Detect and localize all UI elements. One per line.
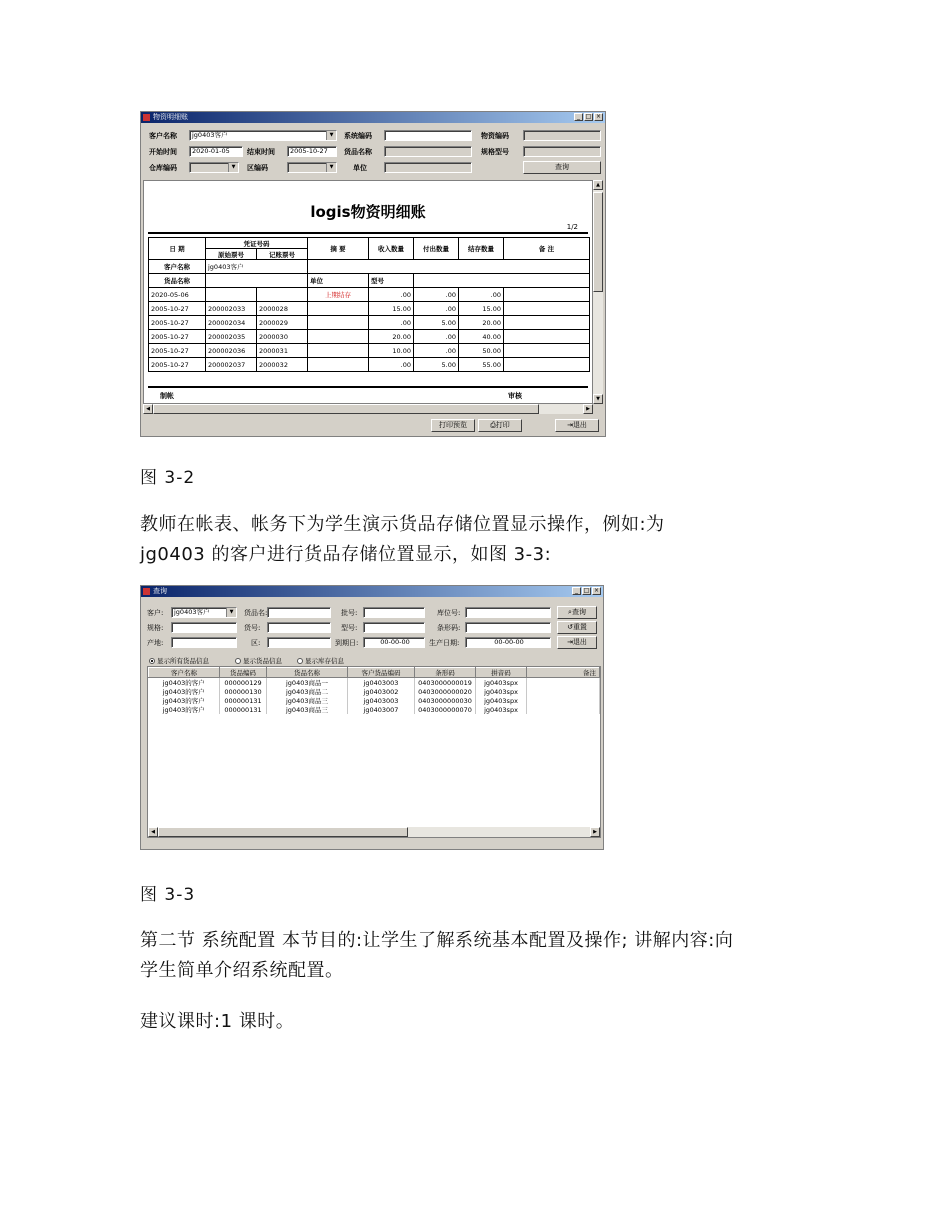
cell: 000000131 bbox=[220, 696, 267, 705]
printer-icon: ⎙ bbox=[490, 421, 496, 429]
cell: 0403000000030 bbox=[415, 696, 476, 705]
cell-summary bbox=[308, 302, 369, 316]
table-row bbox=[149, 316, 590, 330]
cell: jg0403003 bbox=[348, 696, 415, 705]
goods-name-label: 货品名: bbox=[244, 609, 268, 617]
table-row[interactable] bbox=[149, 678, 600, 688]
exit-icon: ⇥ bbox=[567, 421, 573, 429]
origin-label: 产地: bbox=[147, 639, 164, 647]
cell-in: .00 bbox=[369, 288, 414, 302]
cell-date: 2005-10-27 bbox=[149, 358, 206, 372]
cell-out: 5.00 bbox=[414, 316, 459, 330]
cell-origin bbox=[206, 288, 257, 302]
chevron-down-icon[interactable]: ▼ bbox=[226, 608, 236, 617]
cell-balance: 50.00 bbox=[459, 344, 504, 358]
scroll-left-icon[interactable]: ◀ bbox=[143, 404, 153, 414]
cell: jg0403商品一 bbox=[267, 678, 348, 688]
cell: jg0403003 bbox=[348, 678, 415, 688]
cell-origin: 200002034 bbox=[206, 316, 257, 330]
ledger-table bbox=[148, 237, 590, 372]
cell: jg0403spx bbox=[476, 687, 527, 696]
cell-account bbox=[257, 288, 308, 302]
spec-model-input[interactable] bbox=[523, 146, 601, 157]
col-in-qty: 收入数量 bbox=[369, 238, 414, 260]
cell-remark bbox=[504, 358, 590, 372]
cell: jg0403spx bbox=[476, 705, 527, 714]
hscroll-thumb[interactable] bbox=[153, 404, 539, 414]
cell-date: 2005-10-27 bbox=[149, 344, 206, 358]
result-table bbox=[148, 667, 600, 714]
cell-out: 5.00 bbox=[414, 358, 459, 372]
cell-summary bbox=[308, 344, 369, 358]
paragraph-1-line-2: jg0403 的客户进行货品存储位置显示，如图 3-3: bbox=[140, 544, 552, 565]
col-origin-no: 原始票号 bbox=[206, 249, 257, 260]
report-area bbox=[143, 180, 593, 404]
close-button[interactable]: × bbox=[593, 587, 600, 594]
cell-balance: 40.00 bbox=[459, 330, 504, 344]
cell-in: .00 bbox=[369, 316, 414, 330]
reset-label: 重置 bbox=[572, 623, 587, 631]
exit-label: 退出 bbox=[572, 421, 587, 429]
goods-name-label: 货品名称 bbox=[344, 148, 372, 156]
cell-origin: 200002035 bbox=[206, 330, 257, 344]
system-code-input[interactable] bbox=[384, 130, 472, 141]
print-preview-button[interactable] bbox=[431, 419, 475, 432]
col-summary: 摘 要 bbox=[308, 238, 369, 260]
report-title: logis物资明细账 bbox=[310, 203, 426, 221]
chevron-down-icon[interactable]: ▼ bbox=[228, 163, 238, 172]
chevron-down-icon[interactable]: ▼ bbox=[326, 131, 336, 140]
cell: 000000131 bbox=[220, 705, 267, 714]
goods-name-input[interactable] bbox=[384, 146, 472, 157]
auditor-label: 审核 bbox=[508, 392, 522, 400]
table-header bbox=[149, 668, 600, 678]
cell-summary: 上期结存 bbox=[308, 288, 369, 302]
title-rule bbox=[148, 232, 588, 234]
unit-label: 单位 bbox=[353, 164, 367, 172]
goods-no-label: 货号: bbox=[244, 624, 261, 632]
prod-date-input[interactable]: 00-00-00 bbox=[465, 637, 551, 648]
cell-in: .00 bbox=[369, 358, 414, 372]
customer-select[interactable] bbox=[171, 607, 237, 618]
expire-input[interactable]: 00-00-00 bbox=[363, 637, 425, 648]
search-icon: ⌕ bbox=[568, 608, 572, 616]
cell-balance: 20.00 bbox=[459, 316, 504, 330]
customer-row-value: jg0403客户 bbox=[206, 260, 308, 274]
unit-input[interactable] bbox=[384, 162, 472, 173]
col-stock-qty: 结存数量 bbox=[459, 238, 504, 260]
cell: 000000130 bbox=[220, 687, 267, 696]
cell-date: 2005-10-27 bbox=[149, 330, 206, 344]
cell-out: .00 bbox=[414, 302, 459, 316]
area-code-select[interactable] bbox=[287, 162, 337, 173]
print-preview-label: 打印预览 bbox=[439, 421, 467, 429]
cell-balance: 55.00 bbox=[459, 358, 504, 372]
table-row[interactable] bbox=[149, 705, 600, 714]
cell: 0403000000019 bbox=[415, 678, 476, 688]
cell-summary bbox=[308, 358, 369, 372]
reset-button[interactable] bbox=[557, 621, 597, 634]
spec-label: 规格: bbox=[147, 624, 164, 632]
table-row bbox=[149, 358, 590, 372]
cell-remark bbox=[504, 302, 590, 316]
area-label: 区: bbox=[251, 639, 261, 647]
cell: 0403000000070 bbox=[415, 705, 476, 714]
col-voucher: 凭证号码 bbox=[206, 238, 308, 249]
barcode-label: 条形码: bbox=[437, 624, 461, 632]
table-row[interactable] bbox=[149, 687, 600, 696]
cell-balance: .00 bbox=[459, 288, 504, 302]
table-row[interactable] bbox=[149, 696, 600, 705]
start-time-label: 开始时间 bbox=[149, 148, 177, 156]
table-row bbox=[149, 288, 590, 302]
prod-date-label: 生产日期: bbox=[429, 639, 460, 647]
reset-icon: ↺ bbox=[567, 623, 573, 631]
cell-origin: 200002033 bbox=[206, 302, 257, 316]
radio-show-stock[interactable] bbox=[297, 656, 344, 665]
model-label: 型号: bbox=[341, 624, 358, 632]
col-customer: 客户名称 bbox=[149, 668, 220, 678]
cell: jg0403spx bbox=[476, 678, 527, 688]
cell bbox=[527, 696, 600, 705]
cell-account: 2000031 bbox=[257, 344, 308, 358]
cell: jg0403的客户 bbox=[149, 687, 220, 696]
cell-account: 2000028 bbox=[257, 302, 308, 316]
cell-out: .00 bbox=[414, 330, 459, 344]
scroll-right-icon[interactable]: ▶ bbox=[590, 827, 600, 837]
cell: jg0403的客户 bbox=[149, 678, 220, 688]
radio-show-goods-label: 显示货品信息 bbox=[243, 657, 282, 665]
expire-label: 到期日: bbox=[335, 639, 359, 647]
horizontal-scrollbar[interactable] bbox=[148, 827, 600, 837]
cell-remark bbox=[504, 344, 590, 358]
col-goods-name: 货品名称 bbox=[267, 668, 348, 678]
caption-3-2: 图 3-2 bbox=[140, 468, 196, 488]
minimize-button[interactable]: _ bbox=[572, 587, 581, 595]
vertical-scrollbar[interactable] bbox=[593, 180, 603, 404]
radio-show-goods[interactable] bbox=[235, 656, 282, 665]
cell-date: 2005-10-27 bbox=[149, 316, 206, 330]
exit-label: 退出 bbox=[572, 638, 587, 646]
customer-label: 客户: bbox=[147, 609, 164, 617]
stock-pos-label: 库位号: bbox=[437, 609, 461, 617]
col-date: 日 期 bbox=[149, 238, 206, 260]
cell-remark bbox=[504, 330, 590, 344]
paragraph-2-line-2: 学生简单介绍系统配置。 bbox=[140, 960, 344, 981]
table-row bbox=[149, 330, 590, 344]
result-grid bbox=[147, 666, 601, 838]
spec-model-label: 规格型号 bbox=[481, 148, 509, 156]
cell-account: 2000030 bbox=[257, 330, 308, 344]
cell-out: .00 bbox=[414, 288, 459, 302]
customer-select[interactable] bbox=[189, 130, 337, 141]
batch-label: 批号: bbox=[341, 609, 358, 617]
origin-input[interactable] bbox=[171, 637, 237, 648]
model-row-label: 型号 bbox=[369, 274, 414, 288]
model-row-value bbox=[414, 274, 590, 288]
col-cust-goods-code: 客户货品编码 bbox=[348, 668, 415, 678]
print-label: 打印 bbox=[495, 421, 510, 429]
model-input[interactable] bbox=[363, 622, 425, 633]
maximize-button[interactable]: □ bbox=[583, 587, 590, 594]
page-indicator: 1/2 bbox=[566, 223, 578, 231]
customer-name-label: 客户名称 bbox=[149, 132, 177, 140]
cell-account: 2000029 bbox=[257, 316, 308, 330]
cell: jg0403商品二 bbox=[267, 687, 348, 696]
figure-3-2-window bbox=[140, 111, 606, 437]
col-barcode: 条形码 bbox=[415, 668, 476, 678]
warehouse-code-label: 仓库编码 bbox=[149, 164, 177, 172]
caption-3-3: 图 3-3 bbox=[140, 885, 196, 905]
cell: jg0403商品三 bbox=[267, 705, 348, 714]
query-button[interactable]: 查询 bbox=[523, 161, 601, 174]
exit-button[interactable] bbox=[555, 419, 599, 432]
area-input[interactable] bbox=[267, 637, 331, 648]
end-time-label: 结束时间 bbox=[247, 148, 275, 156]
query-button[interactable] bbox=[557, 606, 597, 619]
cell: jg0403007 bbox=[348, 705, 415, 714]
scroll-left-icon[interactable]: ◀ bbox=[148, 827, 158, 837]
col-out-qty: 付出数量 bbox=[414, 238, 459, 260]
cell bbox=[527, 678, 600, 688]
exit-icon: ⇥ bbox=[567, 638, 573, 646]
scroll-right-icon[interactable]: ▶ bbox=[583, 404, 593, 414]
cell-balance: 15.00 bbox=[459, 302, 504, 316]
cell bbox=[527, 687, 600, 696]
close-button[interactable]: × bbox=[595, 113, 602, 120]
cell-in: 10.00 bbox=[369, 344, 414, 358]
goods-row-label: 货品名称 bbox=[149, 274, 206, 288]
table-row bbox=[149, 344, 590, 358]
cell: jg0403spx bbox=[476, 696, 527, 705]
batch-input[interactable] bbox=[363, 607, 425, 618]
cell-date: 2020-05-06 bbox=[149, 288, 206, 302]
scroll-down-icon[interactable]: ▼ bbox=[593, 394, 603, 404]
exit-button[interactable] bbox=[557, 636, 597, 649]
paragraph-3: 建议课时:1 课时。 bbox=[140, 1011, 295, 1032]
cell-origin: 200002037 bbox=[206, 358, 257, 372]
app-icon bbox=[143, 114, 150, 121]
paragraph-1-line-1: 教师在帐表、帐务下为学生演示货品存储位置显示操作，例如:为 bbox=[140, 514, 665, 535]
radio-show-all[interactable] bbox=[149, 656, 209, 665]
col-goods-code: 货品编码 bbox=[220, 668, 267, 678]
app-icon bbox=[143, 588, 150, 595]
query-label: 查询 bbox=[571, 608, 586, 616]
window-title: 查询 bbox=[153, 587, 167, 595]
horizontal-scrollbar[interactable] bbox=[143, 404, 593, 414]
cell-in: 20.00 bbox=[369, 330, 414, 344]
cell-out: .00 bbox=[414, 344, 459, 358]
col-remark: 备 注 bbox=[504, 238, 590, 260]
cell-account: 2000032 bbox=[257, 358, 308, 372]
customer-select-value: jg0403客户 bbox=[192, 131, 228, 139]
cell bbox=[527, 705, 600, 714]
area-code-label: 区编码 bbox=[247, 164, 268, 172]
radio-show-stock-label: 显示库存信息 bbox=[305, 657, 344, 665]
customer-select-value: jg0403客户 bbox=[174, 608, 210, 616]
customer-row-rest bbox=[308, 260, 590, 274]
spec-input[interactable] bbox=[171, 622, 237, 633]
cell-origin: 200002036 bbox=[206, 344, 257, 358]
scroll-up-icon[interactable]: ▲ bbox=[593, 180, 603, 190]
system-code-label: 系统编码 bbox=[344, 132, 372, 140]
cell-summary bbox=[308, 330, 369, 344]
cell-remark bbox=[504, 288, 590, 302]
cell: jg0403的客户 bbox=[149, 696, 220, 705]
table-row bbox=[149, 302, 590, 316]
window-titlebar bbox=[141, 112, 605, 123]
maximize-button[interactable]: □ bbox=[585, 113, 592, 120]
cell: jg0403002 bbox=[348, 687, 415, 696]
chevron-down-icon[interactable]: ▼ bbox=[326, 163, 336, 172]
goods-no-input[interactable] bbox=[267, 622, 331, 633]
paragraph-2-line-1: 第二节 系统配置 本节目的:让学生了解系统基本配置及操作; 讲解内容:向 bbox=[140, 930, 734, 951]
cell: 0403000000020 bbox=[415, 687, 476, 696]
cell-in: 15.00 bbox=[369, 302, 414, 316]
col-remark: 备注 bbox=[527, 668, 600, 678]
material-code-input[interactable] bbox=[523, 130, 601, 141]
window-title: 物资明细账 bbox=[153, 113, 188, 121]
maker-label: 制帐 bbox=[160, 392, 174, 400]
figure-3-3-window bbox=[140, 585, 604, 850]
end-time-input[interactable]: 2005-10-27 bbox=[287, 146, 337, 157]
barcode-input[interactable] bbox=[465, 622, 551, 633]
unit-row-label: 单位 bbox=[308, 274, 369, 288]
cell-remark bbox=[504, 316, 590, 330]
hscroll-thumb[interactable] bbox=[158, 827, 408, 837]
col-account-no: 记账票号 bbox=[257, 249, 308, 260]
goods-row-value bbox=[206, 274, 308, 288]
minimize-button[interactable]: _ bbox=[574, 113, 583, 121]
cell-date: 2005-10-27 bbox=[149, 302, 206, 316]
warehouse-code-select[interactable] bbox=[189, 162, 239, 173]
radio-show-all-label: 显示所有货品信息 bbox=[157, 657, 209, 665]
cell-summary bbox=[308, 316, 369, 330]
radio-dot[interactable] bbox=[235, 658, 241, 664]
cell: 000000129 bbox=[220, 678, 267, 688]
footer-rule bbox=[148, 386, 588, 388]
start-time-input[interactable]: 2020-01-05 bbox=[189, 146, 243, 157]
radio-dot[interactable] bbox=[297, 658, 303, 664]
scroll-thumb[interactable] bbox=[593, 192, 603, 292]
stock-pos-input[interactable] bbox=[465, 607, 551, 618]
cell: jg0403商品三 bbox=[267, 696, 348, 705]
print-button[interactable] bbox=[478, 419, 522, 432]
customer-row-label: 客户名称 bbox=[149, 260, 206, 274]
col-pinyin: 拼音码 bbox=[476, 668, 527, 678]
radio-dot[interactable] bbox=[149, 658, 155, 664]
window-titlebar bbox=[141, 586, 603, 597]
goods-name-input[interactable] bbox=[267, 607, 331, 618]
material-code-label: 物资编码 bbox=[481, 132, 509, 140]
cell: jg0403的客户 bbox=[149, 705, 220, 714]
